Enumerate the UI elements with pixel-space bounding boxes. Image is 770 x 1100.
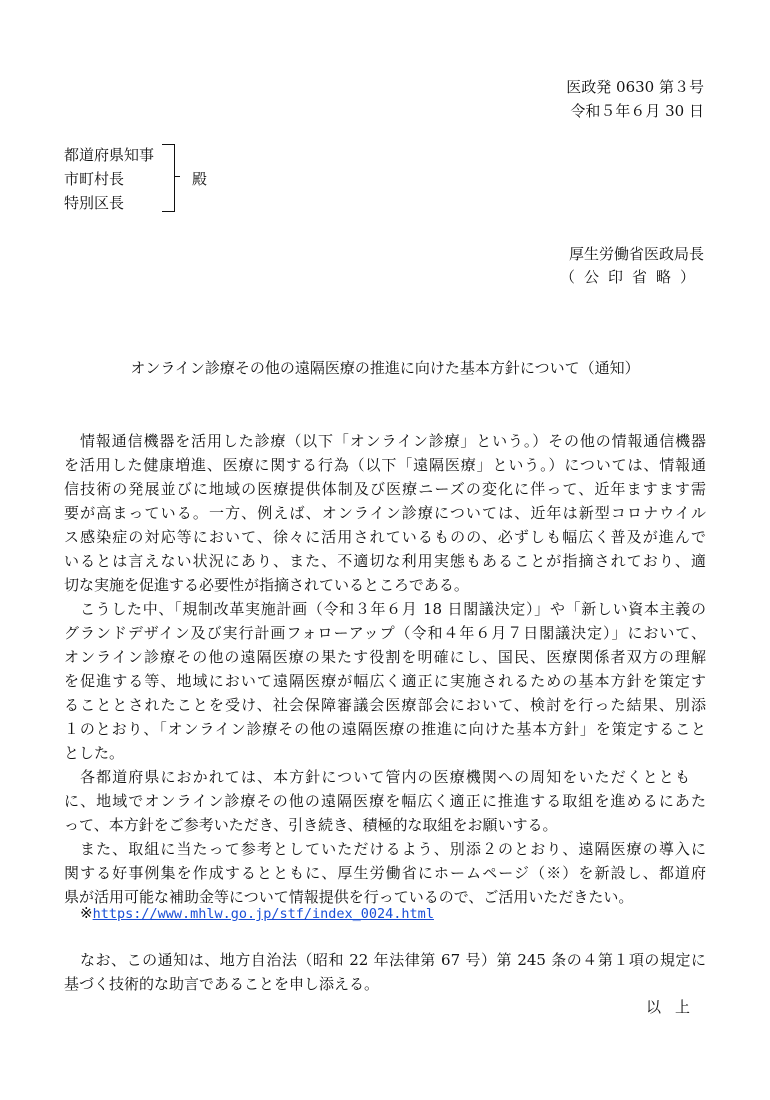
body-line: 県が活用可能な補助金等について情報提供を行っているので、ご活用いただきたい。 [64, 888, 634, 906]
body-line: 信技術の発展並びに地域の医療提供体制及び医療ニーズの変化に伴って、近年ますます需 [64, 480, 706, 498]
body-line: 情報通信機器を活用した診療（以下「オンライン診療」という。）その他の情報通信機器 [80, 432, 706, 450]
seal-omitted-note: （公印省略） [559, 268, 704, 286]
body-line: とした。 [64, 744, 125, 762]
closing-remark: 以上 [645, 998, 704, 1016]
body-line: に、地域でオンライン診療その他の遠隔医療を幅広く適正に推進する取組を進めるにあた [64, 792, 706, 810]
body-line: １のとおり、「オンライン診療その他の遠隔医療の推進に向けた基本方針」を策定すること [64, 720, 706, 738]
note-line: なお、この通知は、地方自治法（昭和 22 年法律第 67 号）第 245 条の４第１項の規定に [80, 951, 706, 969]
body-line: 関する好事例集を作成するとともに、厚生労働省にホームページ（※）を新設し、都道府 [64, 864, 706, 882]
document-title: オンライン診療その他の遠隔医療の推進に向けた基本方針について（通知） [130, 359, 640, 377]
body-line: また、取組に当たって参考としていただけるよう、別添２のとおり、遠隔医療の導入に [80, 840, 706, 858]
body-line: いるとは言えない状況にあり、また、不適切な利用実態もあることが指摘されており、適 [64, 552, 706, 570]
body-line: って、本方針をご参考いただき、引き続き、積極的な取組をお願いする。 [64, 816, 558, 834]
body-line: 各都道府県におかれては、本方針について管内の医療機関への周知をいただくととも [80, 768, 690, 786]
recipient-bracket-tick [174, 176, 180, 177]
document-date: 令和５年６月 30 日 [570, 102, 704, 120]
body-line: こうした中、「規制改革実施計画（令和３年６月 18 日閣議決定）」や「新しい資本主義の [80, 600, 706, 618]
recipient-bracket [162, 144, 175, 212]
body-line: 要が高まっている。一方、例えば、オンライン診療については、近年は新型コロナウイル [64, 504, 706, 522]
reference-mark: ※ [80, 904, 93, 922]
body-line: ることとされたことを受け、社会保障審議会医療部会において、検討を行った結果、別添 [64, 696, 706, 714]
body-line: ス感染症の対応等において、徐々に活用されているものの、必ずしも幅広く普及が進んで [64, 528, 706, 546]
note-line: 基づく技術的な助言であることを申し添える。 [64, 975, 380, 993]
sender-organization: 厚生労働省医政局長 [568, 245, 704, 263]
body-line: を活用した健康増進、医療に関する行為（以下「遠隔医療」という。）については、情報通 [64, 456, 706, 474]
recipient-prefectural-governors: 都道府県知事 [64, 146, 155, 164]
reference-line [80, 904, 434, 922]
recipient-mayors: 市町村長 [64, 170, 125, 188]
body-line: オンライン診療その他の遠隔医療の果たす役割を明確にし、国民、医療関係者双方の理解 [64, 648, 706, 666]
document-number: 医政発 0630 第３号 [566, 78, 704, 96]
recipient-ward-mayors: 特別区長 [64, 194, 125, 212]
body-line: グランドデザイン及び実行計画フォローアップ（令和４年６月７日閣議決定）」において、 [64, 624, 706, 642]
reference-link[interactable]: https://www.mhlw.go.jp/stf/index_0024.html [92, 906, 434, 922]
honorific: 殿 [192, 170, 208, 188]
body-line: を促進する等、地域において遠隔医療が幅広く適正に実施されるための基本方針を策定す [64, 672, 706, 690]
body-line: 切な実施を促進する必要性が指摘されているところである。 [64, 576, 469, 594]
